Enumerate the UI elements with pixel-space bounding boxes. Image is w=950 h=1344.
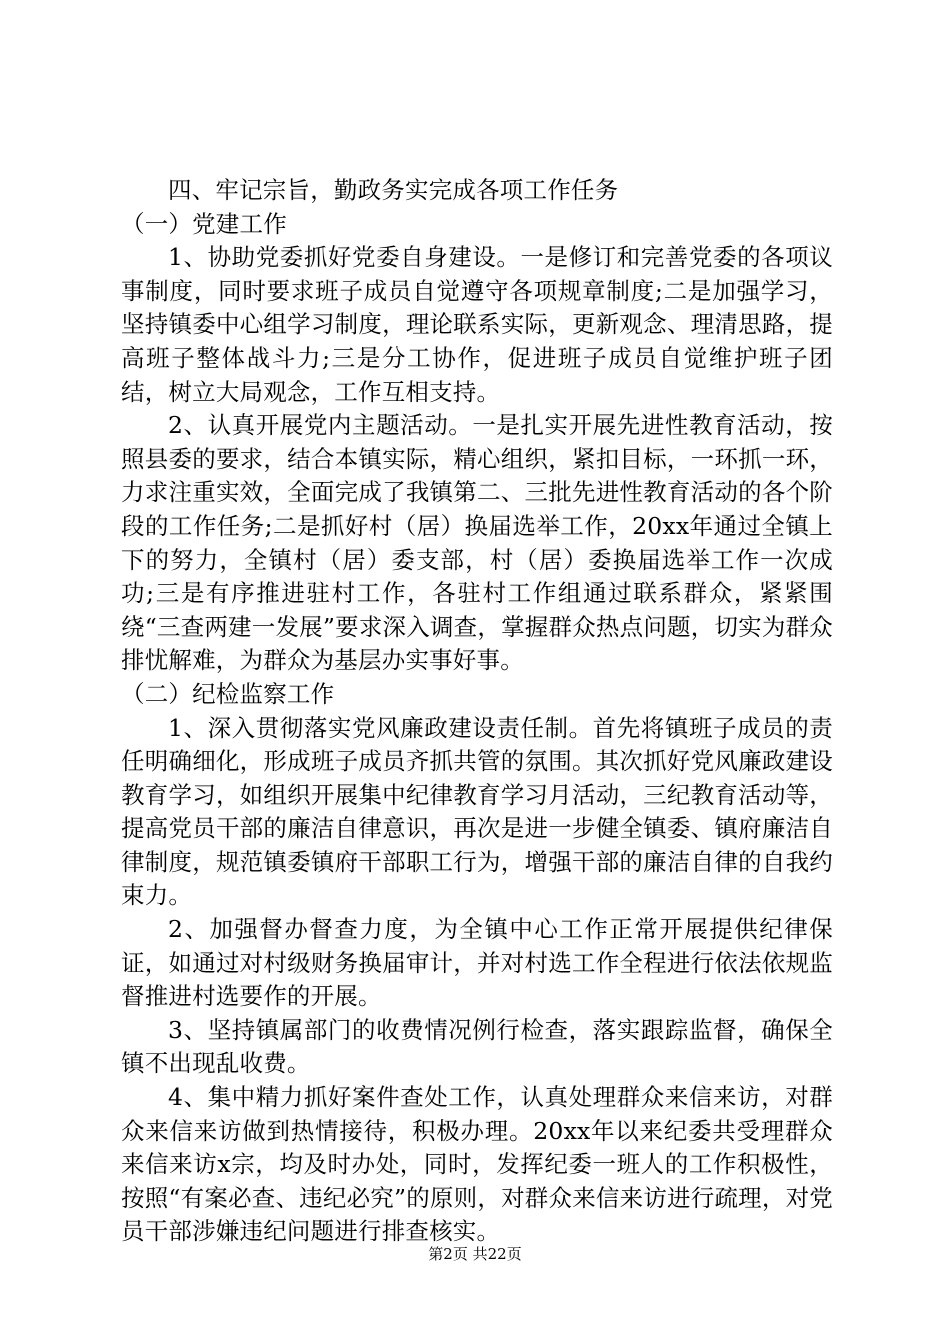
section-heading: 四、牢记宗旨，勤政务实完成各项工作任务 — [168, 176, 619, 204]
paragraph: 3、坚持镇属部门的收费情况例行检查，落实跟踪监督，确保全镇不出现乱收费。 — [121, 1015, 833, 1078]
page-footer: 第2页 共22页 — [428, 1245, 522, 1263]
paragraph: 1、深入贯彻落实党风廉政建设责任制。首先将镇班子成员的责任明确细化，形成班子成员齐抓共管的氛围。其次抓好党风廉政建设教育学习，如组织开展集中纪律教育学习月活动，三纪教育活动等，提高党员干部的廉洁自律意识，再次是进一步健全镇委、镇府廉洁自律制度，规范镇委镇府干部职工行为，增强干部的廉洁自律的自我约束力。 — [121, 713, 833, 910]
paragraph: 2、认真开展党内主题活动。一是扎实开展先进性教育活动，按照县委的要求，结合本镇实际，精心组织，紧扣目标，一环抓一环，力求注重实效，全面完成了我镇第二、三批先进性教育活动的各个阶段的工作任务;二是抓好村（居）换届选举工作，20xx年通过全镇上下的努力，全镇村（居）委支部，村（居）委换届选举工作一次成功;三是有序推进驻村工作，各驻村工作组通过联系群众，紧紧围绕“三查两建一发展”要求深入调查，掌握群众热点问题，切实为群众排忧解难，为群众为基层办实事好事。 — [121, 411, 833, 675]
paragraph: 1、协助党委抓好党委自身建设。一是修订和完善党委的各项议事制度，同时要求班子成员自觉遵守各项规章制度;二是加强学习，坚持镇委中心组学习制度，理论联系实际，更新观念、理清思路，提高班子整体战斗力;三是分工协作，促进班子成员自觉维护班子团结，树立大局观念，工作互相支持。 — [121, 243, 833, 406]
paragraph: 4、集中精力抓好案件查处工作，认真处理群众来信来访，对群众来信来访做到热情接待，积极办理。20xx年以来纪委共受理群众来信来访x宗，均及时办处，同时，发挥纪委一班人的工作积极性，按照“有案必查、违纪必究”的原则，对群众来信来访进行疏理，对党员干部涉嫌违纪问题进行排查核实。 — [121, 1083, 833, 1246]
party-building-heading: （一）党建工作 — [121, 209, 287, 238]
discipline-heading: （二）纪检监察工作 — [121, 679, 335, 708]
document-body — [121, 174, 833, 1249]
paragraph: 2、加强督办督查力度，为全镇中心工作正常开展提供纪律保证，如通过对村级财务换届审计，并对村选工作全程进行依法依规监督推进村选要作的开展。 — [121, 915, 833, 1011]
